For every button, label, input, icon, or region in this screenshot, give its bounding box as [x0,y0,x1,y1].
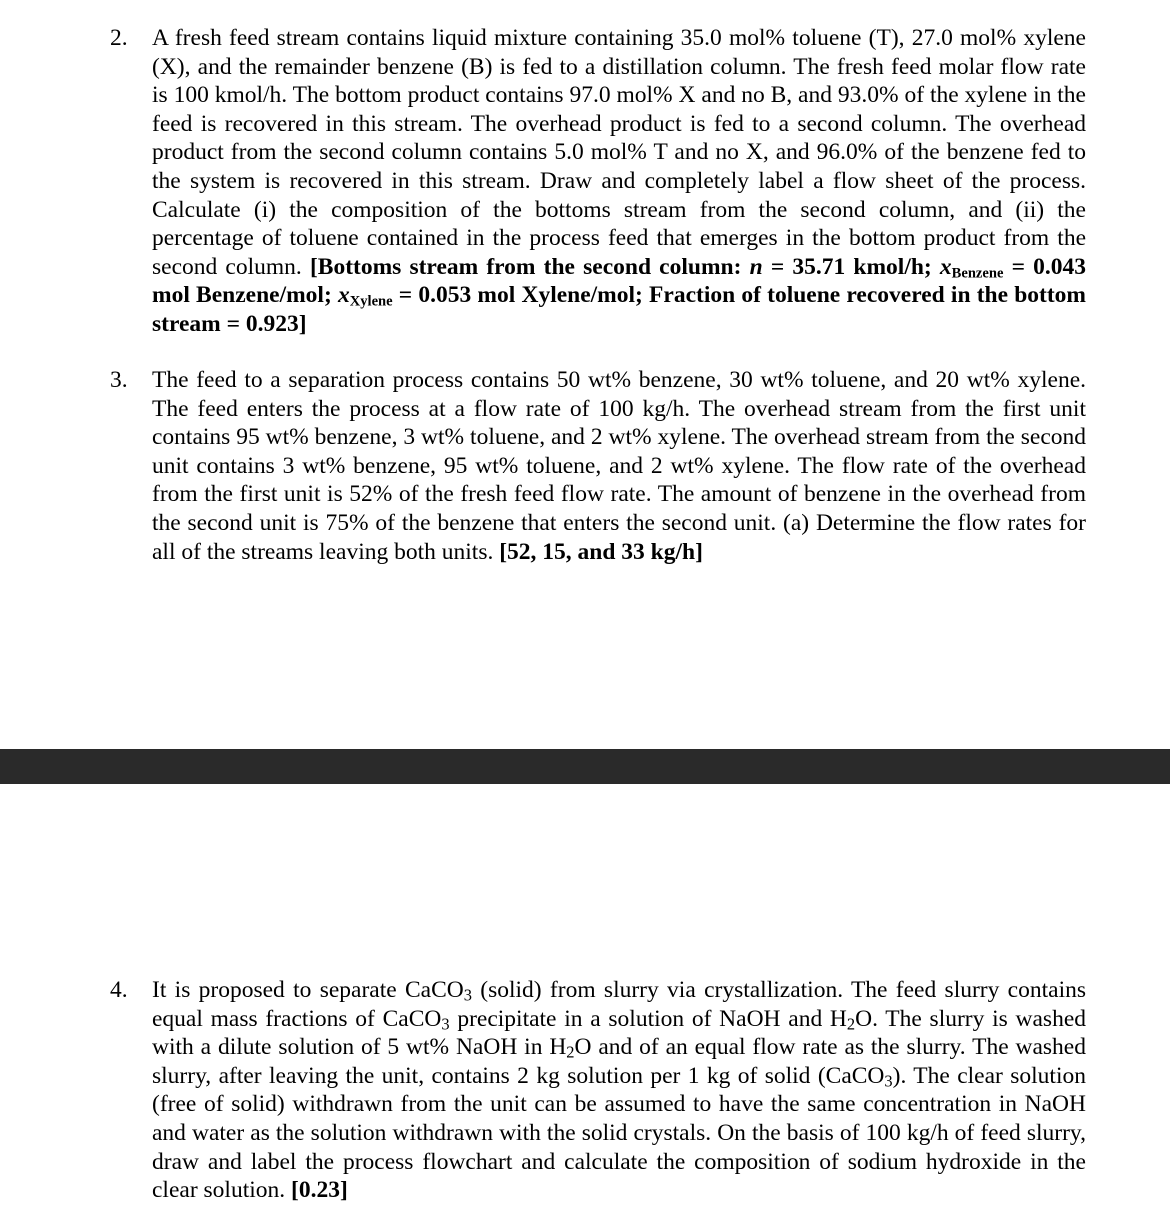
page-divider [0,749,1170,784]
subscript: 2 [566,1042,575,1062]
answer-part: = 35.71 kmol/h; [762,253,940,280]
answer-part: = 0.043 mol Benzene/mol; [152,253,1086,309]
text-part: It is proposed to separate CaCO [152,977,464,1003]
problem-3 [110,366,1086,566]
problem-statement: A fresh feed stream contains liquid mixture containing 35.0 mol% toluene (T), 27.0 mol% xylene (X), and the remainder benzene (B) is fed to a distillation column. The fresh feed molar flow rate is 100 kmol/h. The bottom product contains 97.0 mol% X and no B, and 93.0% of the xylene in the feed is recovered in this stream. The overhead product is fed to a second column. The overhead product from the second column contains 5.0 mol% T and no X, and 96.0% of the benzene fed to the system is recovered in this stream. Draw and completely label a flow sheet of the process. Calculate (i) the composition of the bottoms stream from the second column, and (ii) the percentage of toluene contained in the process feed that emerges in the bottom product from the second column. [152,25,1086,280]
answer-subscript: Xylene [349,293,393,310]
subscript: 3 [884,1071,893,1091]
answer: [0.23] [291,1177,348,1204]
problem-statement: The feed to a separation process contains 50 wt% benzene, 30 wt% toluene, and 20 wt% xylene. The feed enters the process at a flow rate of 100 kg/h. The overhead stream from the first unit contains 95 wt% benzene, 3 wt% toluene, and 2 wt% xylene. The overhead stream from the second unit contains 3 wt% benzene, 95 wt% toluene, and 2 wt% xylene. The flow rate of the overhead from the first unit is 52% of the fresh feed flow rate. The amount of benzene in the overhead from the second unit is 75% of the benzene that enters the second unit. (a) Determine the flow rates for all of the streams leaving both units. [152,367,1086,565]
text-part: O. The slurry is washed with a dilute solution of 5 wt% NaOH in H [152,1005,1086,1061]
answer-symbol: x [939,253,952,280]
problem-number: 3. [110,367,128,393]
answer-part: = 0.053 mol Xylene/mol; Fraction of toluene recovered in the bottom stream = 0.923] [152,282,1087,337]
problem-text [152,366,1086,566]
problem-4 [110,976,1086,1205]
subscript: 3 [441,1013,450,1033]
problem-text [152,976,1086,1205]
answer: [52, 15, and 33 kg/h] [499,538,703,565]
problem-2 [110,24,1086,339]
problem-text [152,24,1086,339]
subscript: 2 [846,1013,856,1033]
subscript: 3 [463,985,472,1005]
text-part: ). The clear solution (free of solid) withdrawn from the unit can be assumed to have the same concentration in NaOH and water as the solution withdrawn with the solid crystals. On the basis of 100 kg/h of feed slurry, draw and label the process flowchart and calculate the composition of sodium hydroxide in the clear solution. [152,1062,1086,1204]
problem-number: 2. [110,25,128,51]
answer-symbol: n [749,253,763,280]
text-part: (solid) from slurry via crystallization. The feed slurry contains equal mass fractions of CaCO [152,977,1086,1032]
answer-symbol: x [337,282,350,309]
problem-number: 4. [110,977,128,1003]
answer-part: [Bottoms stream from the second column: [309,253,750,280]
text-part: O and of an equal flow rate as the slurry. The washed slurry, after leaving the unit, contains 2 kg solution per 1 kg of solid (CaCO [152,1034,1086,1089]
answer-subscript: Benzene [951,265,1004,282]
text-part: precipitate in a solution of NaOH and H [449,1005,847,1032]
